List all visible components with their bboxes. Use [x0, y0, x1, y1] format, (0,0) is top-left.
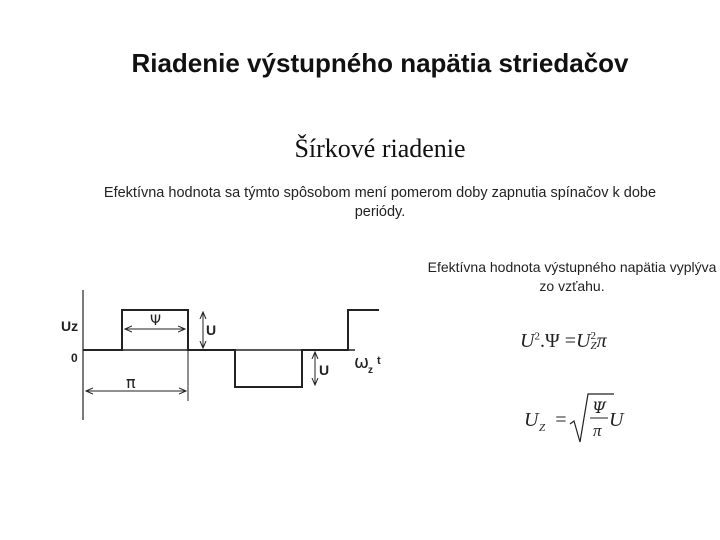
formula-uz-result — [520, 388, 630, 448]
slide-title: Riadenie výstupného napätia striedačov — [131, 48, 629, 78]
top-u-label: U — [206, 322, 217, 338]
psi-label: Ψ — [150, 313, 162, 329]
eq1-uz-sub: Z — [590, 340, 597, 353]
eq2-uz: U — [524, 409, 539, 431]
omega-sub-label: z — [368, 365, 373, 376]
waveform-diagram — [52, 275, 392, 435]
uz-label: Uz — [61, 318, 79, 334]
eq2-uz-sub: Z — [539, 422, 546, 434]
eq2-equals: = — [554, 409, 568, 431]
eq2-psi: Ψ — [592, 398, 607, 417]
eq1-pi: π — [596, 330, 607, 352]
eq1-u: U — [520, 330, 535, 352]
formula-rms-relation — [520, 330, 607, 353]
eq1-uz: U — [576, 330, 591, 352]
t-label: t — [377, 355, 381, 367]
bottom-u-label: U — [319, 362, 330, 378]
eq1-exp: 2 — [534, 330, 540, 343]
eq1-equals: = — [564, 330, 576, 352]
omega-label: ω — [354, 352, 370, 373]
description-paragraph: Efektívna hodnota sa týmto spôsobom mení pomerom doby zapnutia spínačov k dobe periódy. — [103, 185, 657, 220]
eq2-u: U — [609, 409, 624, 431]
pi-label: π — [126, 373, 136, 392]
slide-subtitle: Šírkové riadenie — [294, 134, 466, 163]
eq1-psi: .Ψ — [539, 330, 560, 352]
formula-intro-text: Efektívna hodnota výstupného napätia vyplýva zo vzťahu. — [427, 259, 717, 294]
eq1-uz-sup: 2 — [590, 330, 596, 343]
zero-label: 0 — [71, 351, 78, 365]
eq2-pi: π — [593, 421, 602, 440]
